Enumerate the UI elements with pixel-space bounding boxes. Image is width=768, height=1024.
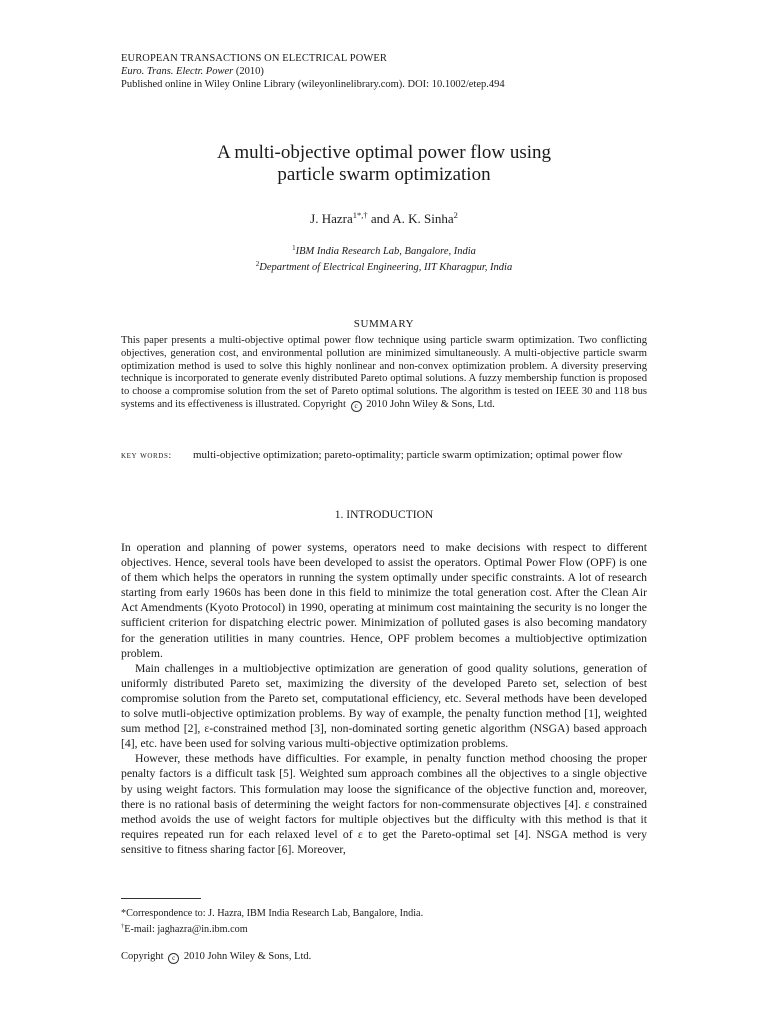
journal-header (121, 52, 505, 91)
introduction-body (121, 540, 647, 857)
footnote-correspondence: *Correspondence to: J. Hazra, IBM India Research Lab, Bangalore, India. (121, 908, 424, 919)
affiliation-1-text: IBM India Research Lab, Bangalore, India (295, 246, 476, 257)
affiliation-2-text: Department of Electrical Engineering, IIT Kharagpur, India (259, 262, 513, 273)
author-conjunction: and (370, 211, 390, 226)
footnote-email: E-mail: jaghazra@in.ibm.com (124, 924, 248, 935)
copyright-prefix: Copyright (121, 951, 164, 962)
journal-published: Published online in Wiley Online Library (wileyonlinelibrary.com). DOI: 10.1002/etep.494 (121, 79, 505, 90)
footnote-rule (121, 898, 201, 899)
copyright-text: 2010 John Wiley & Sons, Ltd. (183, 951, 312, 962)
journal-year: (2010) (235, 66, 264, 77)
footnote-email-mark: † (121, 923, 125, 930)
author-2-marks: 2 (453, 210, 458, 220)
summary-text (121, 335, 647, 412)
section-heading-introduction: 1. INTRODUCTION (334, 509, 434, 521)
intro-paragraph-2: Main challenges in a multiobjective optimization are generation of good quality solutions, generation of uniformly distributed Pareto set, maximizing the diversity of the developed Pareto set, selection of best compromise solution from the Pareto set, computational efficiency, etc. Several methods have been developed to solve mutli-objective optimization problems. By way of example, the penalty function method [1], weighted sum method [2], ε-constrained method [3], non-dominated sorting genetic algorithm (NSGA) based approach [4], etc. have been used for solving various multi-objective optimization problems. (121, 661, 647, 751)
keywords-text: multi-objective optimization; pareto-optimality; particle swarm optimization; optimal power flow (193, 449, 623, 461)
page-copyright (121, 951, 311, 964)
author-2: A. K. Sinha (392, 211, 454, 226)
affiliations (121, 242, 647, 274)
copyright-symbol-icon: c (351, 401, 362, 412)
keywords-label: key words: (121, 451, 172, 461)
author-1: J. Hazra (310, 211, 353, 226)
author-1-marks: 1*,† (352, 210, 368, 220)
journal-citation (121, 65, 505, 78)
summary-body: This paper presents a multi-objective optimal power flow technique using particle swarm optimization. Two conflicting objectives, generation cost, and environmental pollution are minimized simultaneously. A multi-objective particle swarm optimization method is used to solve this highly nonlinear and non-convex optimization problem. A diversity preserving technique is incorporated to generate evenly distributed Pareto optimal solutions. A fuzzy membership function is proposed to choose a compromise solution from the set of Pareto optimal solutions. The algorithm is tested on IEEE 30 and 118 bus systems and its effectiveness is illustrated. Copyright (121, 335, 647, 410)
summary-heading: SUMMARY (353, 318, 415, 330)
journal-abbrev: Euro. Trans. Electr. Power (121, 66, 234, 77)
affiliation-2-mark: 2 (255, 260, 260, 268)
affiliation-2 (121, 258, 647, 274)
author-list (121, 210, 647, 227)
copyright-icon: c (168, 953, 179, 964)
footnote-email-line (121, 920, 423, 936)
footnotes (121, 907, 423, 936)
paper-title (121, 142, 647, 186)
title-line-1: A multi-objective optimal power flow using (216, 142, 552, 163)
keywords (121, 448, 647, 463)
intro-paragraph-1: In operation and planning of power systems, operators need to make decisions with respect to different objectives. Hence, several tools have been developed to assist the operators. Optimal Power Flow (OPF) is one of them which helps the operators in running the system optimally under specific constraints. A lot of research starting from early 1960s has been done in this field to minimize the total generation cost. After the Clean Air Act Amendments (Kyoto Protocol) in 1990, operating at minimum cost maintaining the security is no longer the sufficient criterion for dispatching electric power. Minimization of polluted gases is also becoming mandatory for the generation utilities in many countries. Hence, OPF problem becomes a multiobjective optimization problem. (121, 541, 647, 660)
affiliation-1-mark: 1 (292, 244, 296, 252)
affiliation-1 (121, 242, 647, 258)
title-line-2: particle swarm optimization (277, 164, 491, 185)
intro-paragraph-3: However, these methods have difficulties. For example, in penalty function method choosing the proper penalty factors is a difficult task [5]. Weighted sum approach combines all the objectives to a single objective by using weight factors. This formulation may loose the significance of the objective function and, moreover, there is no rational basis of determining the weight factors for non-commensurate objectives [4]. ε constrained method avoids the use of weight factors for multiple objectives but the difficulty with this method is that it requires repeated run for each relaxed level of ε to get the Pareto-optimal set [4]. NSGA method is very sensitive to fitness sharing factor [6]. Moreover, (121, 752, 647, 856)
summary-copyright: 2010 John Wiley & Sons, Ltd. (366, 398, 495, 410)
journal-name: EUROPEAN TRANSACTIONS ON ELECTRICAL POWER (121, 53, 388, 64)
